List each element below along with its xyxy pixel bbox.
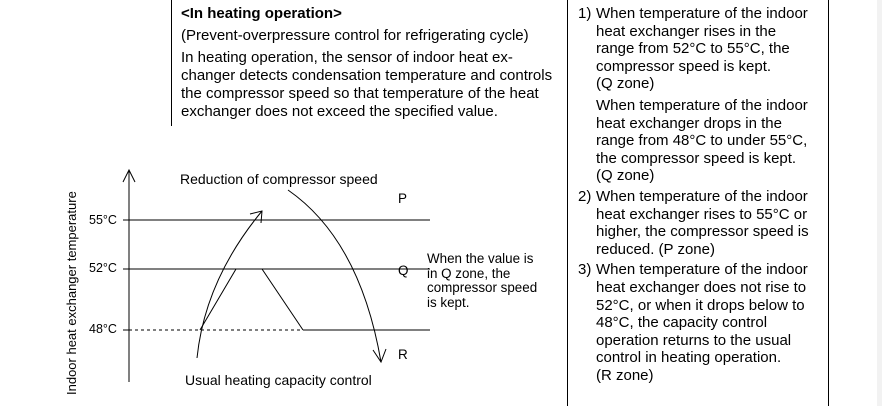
temp-label-55: 55°C <box>89 213 117 227</box>
zone-note-line: in Q zone, the <box>427 265 511 281</box>
usual-control-label: Usual heating capacity control <box>185 372 372 388</box>
note-item-1 <box>578 5 828 185</box>
paragraph-line: changer detects condensation temperature and controls <box>181 67 553 84</box>
notes-list <box>578 5 828 387</box>
note-number: 3) <box>578 261 592 279</box>
note-line: operation returns to the usual <box>596 331 792 349</box>
note-line: When temperature of the indoor <box>596 96 808 114</box>
note-line: When temperature of the indoor <box>596 187 808 205</box>
note-line: range from 52°C to 55°C, the <box>596 40 790 58</box>
zone-note-line: When the value is <box>427 251 534 266</box>
note-line: (Q zone) <box>596 75 655 93</box>
note-line: heat exchanger drops in the <box>596 114 782 132</box>
note-line: When temperature of the indoor <box>596 5 808 22</box>
note-body <box>596 5 828 185</box>
section-heading: <In heating operation> <box>181 5 342 22</box>
note-item-3 <box>578 261 828 384</box>
zone-r-label: R <box>398 347 408 362</box>
falling-curve <box>288 190 381 362</box>
paragraph-line: exchanger does not exceed the specified value. <box>181 103 498 120</box>
note-line: higher, the compressor speed is <box>596 223 809 241</box>
note-number: 1) <box>578 5 592 22</box>
q-zone-note <box>427 252 537 310</box>
rising-curve <box>197 211 262 358</box>
note-line: (R zone) <box>596 366 654 384</box>
temp-label-52: 52°C <box>89 261 117 275</box>
note-line: When temperature of the indoor <box>596 261 808 279</box>
note-line: heat exchanger rises to 55°C or <box>596 205 808 223</box>
note-line: reduced. (P zone) <box>596 240 715 258</box>
note-line: compressor speed is kept. <box>596 57 772 75</box>
note-line: the compressor speed is kept. <box>596 149 797 167</box>
note-line: range from 48°C to under 55°C, <box>596 132 808 150</box>
note-line: control in heating operation. <box>596 349 782 367</box>
note-body <box>596 261 828 384</box>
section-subheading: (Prevent-overpressure control for refrigerating cycle) <box>181 27 529 44</box>
zone-p-label: P <box>398 191 408 206</box>
y-axis-label: Indoor heat exchanger temperature <box>64 191 79 395</box>
reduction-label: Reduction of compressor speed <box>180 171 378 187</box>
paragraph-line: the compressor speed so that temperature of the heat <box>181 85 539 102</box>
note-line: (Q zone) <box>596 167 655 185</box>
note-line: heat exchanger rises in the <box>596 22 777 40</box>
zone-note-line: compressor speed <box>427 280 538 295</box>
paragraph-line: In heating operation, the sensor of indoor heat ex- <box>181 49 513 66</box>
zone-note-line: is kept. <box>427 294 470 310</box>
control-trace <box>200 269 303 330</box>
temp-label-48: 48°C <box>89 322 117 336</box>
page-edge <box>877 0 882 406</box>
note-item-2 <box>578 188 828 258</box>
note-number: 2) <box>578 187 592 205</box>
note-line: heat exchanger does not rise to <box>596 278 807 296</box>
zone-q-label: Q <box>398 263 409 278</box>
note-line: 52°C, or when it drops below to <box>596 296 805 314</box>
note-line: 48°C, the capacity control <box>596 314 768 332</box>
note-body <box>596 188 828 258</box>
